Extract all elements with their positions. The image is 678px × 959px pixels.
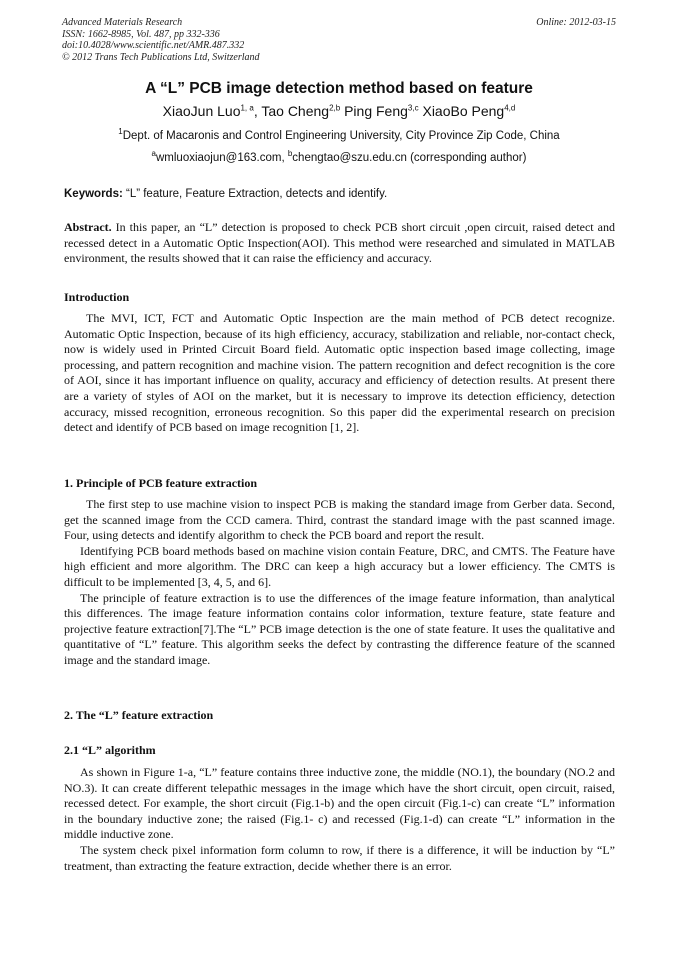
publication-info <box>62 17 260 63</box>
paragraph: The first step to use machine vision to inspect PCB is making the standard image from Gerber data. Second, get the scanned image from the CCD camera. Third, contrast the standard image with the past scanned image. Four, using detects and identify algorithm to check the PCB board and report the result. <box>64 497 615 543</box>
author-list <box>0 103 678 119</box>
affiliation <box>0 127 678 142</box>
author-sup: 1, a <box>240 103 254 113</box>
author-sup: 3,c <box>407 103 419 113</box>
email-sup-a: a <box>151 149 156 159</box>
copyright-line: © 2012 Trans Tech Publications Ltd, Switzerland <box>62 51 260 63</box>
keywords-label: Keywords: <box>64 188 123 200</box>
introduction-body <box>64 311 615 436</box>
author-name: XiaoBo Peng <box>422 103 505 119</box>
author-sup: 2,b <box>329 103 341 113</box>
journal-name: Advanced Materials Research <box>62 17 183 28</box>
online-date: Online: 2012-03-15 <box>536 17 616 28</box>
section2-body <box>64 765 615 874</box>
author-name: Tao Cheng <box>261 103 330 119</box>
email-b: chengtao@szu.edu.cn (corresponding author) <box>292 152 527 164</box>
section1-body <box>64 497 615 669</box>
author-separator: , <box>253 103 262 119</box>
keywords <box>64 188 615 200</box>
email-a: wmluoxiaojun@163.com, <box>155 152 288 164</box>
author-name: Ping Feng <box>344 103 408 119</box>
author-name: XiaoJun Luo <box>162 103 241 119</box>
section-heading: 2. The “L” feature extraction <box>64 708 214 722</box>
author-sup: 4,d <box>504 103 516 113</box>
paper-title: A “L” PCB image detection method based on feature <box>145 80 533 97</box>
doi-line: doi:10.4028/www.scientific.net/AMR.487.332 <box>62 40 245 51</box>
affiliation-sup: 1 <box>118 127 123 137</box>
author-emails <box>0 149 678 164</box>
affiliation-text: Dept. of Macaronis and Control Engineering University, City Province Zip Code, China <box>122 130 560 142</box>
subsection-heading: 2.1 “L” algorithm <box>64 743 156 757</box>
email-sup-b: b <box>287 149 293 159</box>
paragraph: As shown in Figure 1-a, “L” feature contains three inductive zone, the middle (NO.1), the boundary (NO.2 and NO.3). It can create different telepathic messages in the image which have the short circuit, open circuit, raised, recessed detect. For example, the short circuit (Fig.1-b) and the open circuit (Fig.1-c) can create “L” information in the boundary inductive zone; the raised (Fig.1- c) and recessed (Fig.1-d) can create “L” information in the middle inductive zone. <box>64 765 615 842</box>
paragraph: The principle of feature extraction is to use the differences of the image feature information, than analytical this differences. The image feature information contains color information, texture feature, state feature and projective feature extraction[7].The “L” PCB image detection is the one of state feature. It uses the qualitative and quantitative of “L” feature. This algorithm seeks the defect by contrasting the difference feature of the scanned image and the standard image. <box>64 590 615 667</box>
abstract-label: Abstract. <box>64 220 112 234</box>
abstract-text: In this paper, an “L” detection is proposed to check PCB short circuit ,open circuit, raised detect and recessed detect in a Automatic Optic Inspection(AOI). This method were researched and simulated in MATLAB environment, the results showed that it can raise the efficiency and accuracy. <box>64 220 615 266</box>
issn-line: ISSN: 1662-8985, Vol. 487, pp 332-336 <box>62 28 220 40</box>
section-heading: Introduction <box>64 290 130 304</box>
paragraph: The system check pixel information form column to row, if there is a difference, it will be induction by “L” treatment, than extracting the feature extraction, decide whether there is an error. <box>64 842 615 873</box>
keywords-text: “L” feature, Feature Extraction, detects and identify. <box>122 188 388 200</box>
paragraph: Identifying PCB board methods based on machine vision contain Feature, DRC, and CMTS. The Feature have high efficient and more algorithm. The DRC can keep a high accuracy but a lower efficiency. The CMTS is difficult to be implemented [3, 4, 5, and 6]. <box>64 543 615 589</box>
section-heading: 1. Principle of PCB feature extraction <box>64 476 258 490</box>
paragraph: The MVI, ICT, FCT and Automatic Optic Inspection are the main method of PCB detect recognize. Automatic Optic Inspection, because of its high efficiency, accuracy, stabilization and reliable, nor-contact check, now is widely used in Printed Circuit Board field. Automatic optic inspection based image collecting, image processing, and pattern recognition and machine vision. The pattern recognition and defect recognition is the core of AOI, since it has important influence on quality, accuracy and efficiency of detection results. At present there are a variety of styles of AOI on the market, but it is necessary to improve its detection efficiency, detection accuracy, missed recognition, erroneous recognition. So this paper did the experimental research on precision detect and identify of PCB based on image recognition [1, 2]. <box>64 311 615 435</box>
abstract <box>64 220 615 267</box>
